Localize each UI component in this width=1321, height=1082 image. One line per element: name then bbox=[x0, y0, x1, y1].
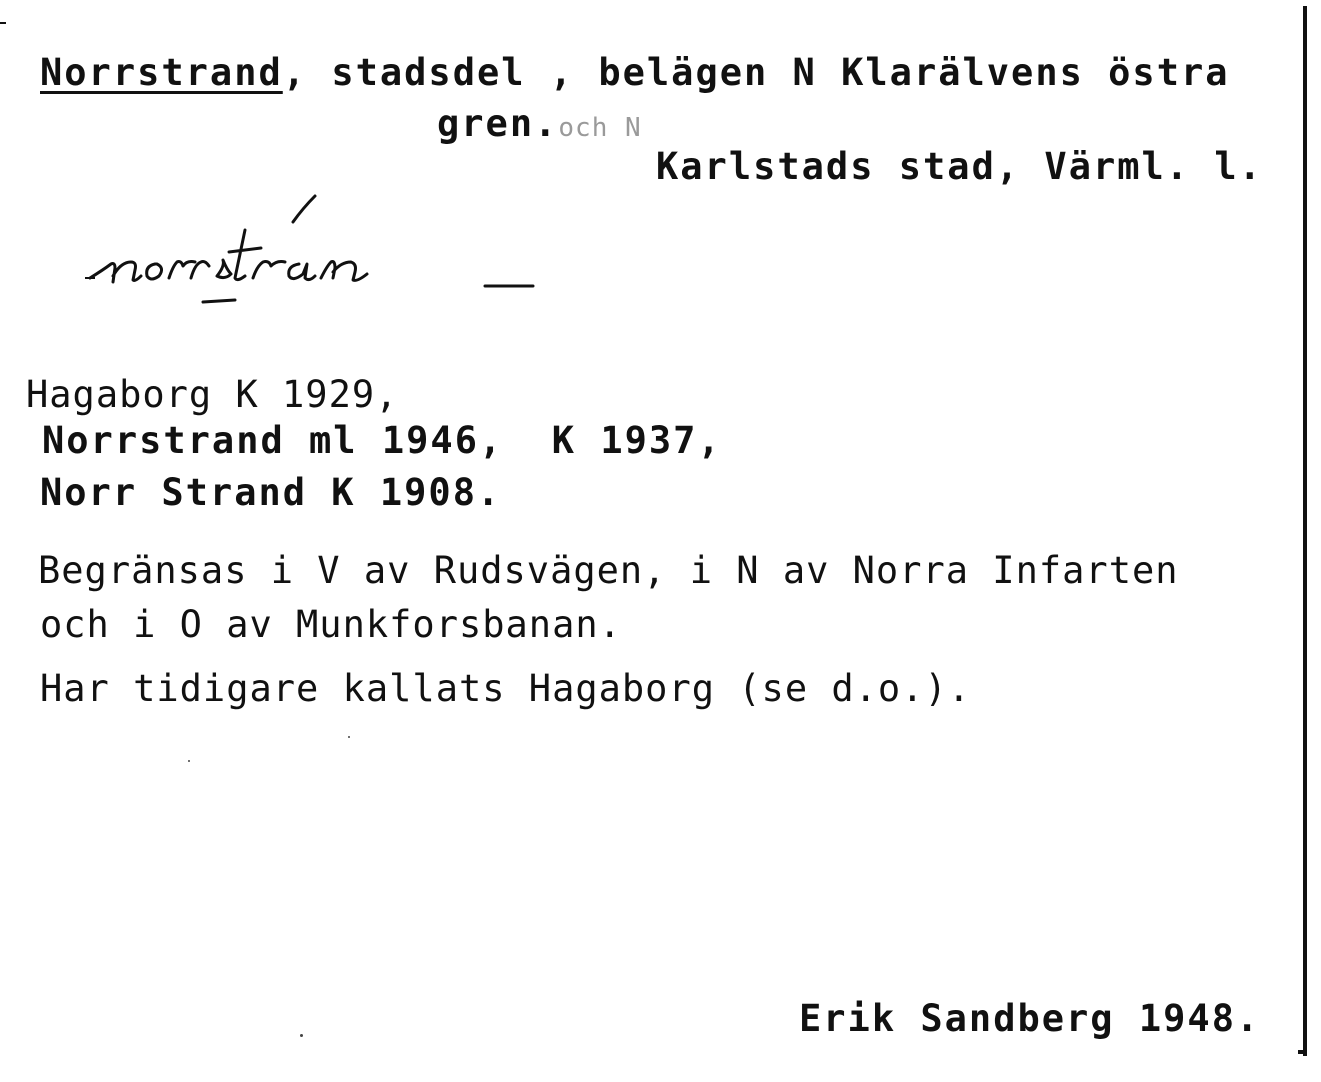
card-edge-mark bbox=[1298, 1050, 1306, 1054]
paper-speck bbox=[348, 736, 350, 738]
heading-location: Karlstads stad, Värml. l. bbox=[656, 145, 1263, 188]
heading-line-1 bbox=[40, 52, 1230, 94]
signature: Erik Sandberg 1948. bbox=[799, 997, 1261, 1040]
heading-continuation: gren. bbox=[437, 102, 559, 145]
faint-struck-text: och N bbox=[558, 113, 642, 143]
card-right-edge bbox=[1303, 6, 1307, 1056]
heading-description: , stadsdel , belägen N Klarälvens östra bbox=[282, 51, 1230, 94]
name-form-2: Norrstrand ml 1946, K 1937, bbox=[42, 419, 722, 462]
handwritten-pronunciation bbox=[85, 190, 565, 310]
description-line-1: Begränsas i V av Rudsvägen, i N av Norra Infarten bbox=[38, 549, 1179, 592]
place-name: Norrstrand bbox=[40, 51, 283, 94]
description-line-3: Har tidigare kallats Hagaborg (se d.o.). bbox=[40, 667, 972, 710]
name-form-3: Norr Strand K 1908. bbox=[40, 471, 502, 514]
name-form-1: Hagaborg K 1929, bbox=[26, 373, 399, 416]
heading-line-2 bbox=[437, 103, 642, 149]
card-edge-mark bbox=[0, 22, 6, 24]
paper-speck bbox=[188, 760, 190, 762]
description-line-2: och i O av Munkforsbanan. bbox=[40, 603, 622, 646]
paper-speck bbox=[300, 1034, 303, 1037]
